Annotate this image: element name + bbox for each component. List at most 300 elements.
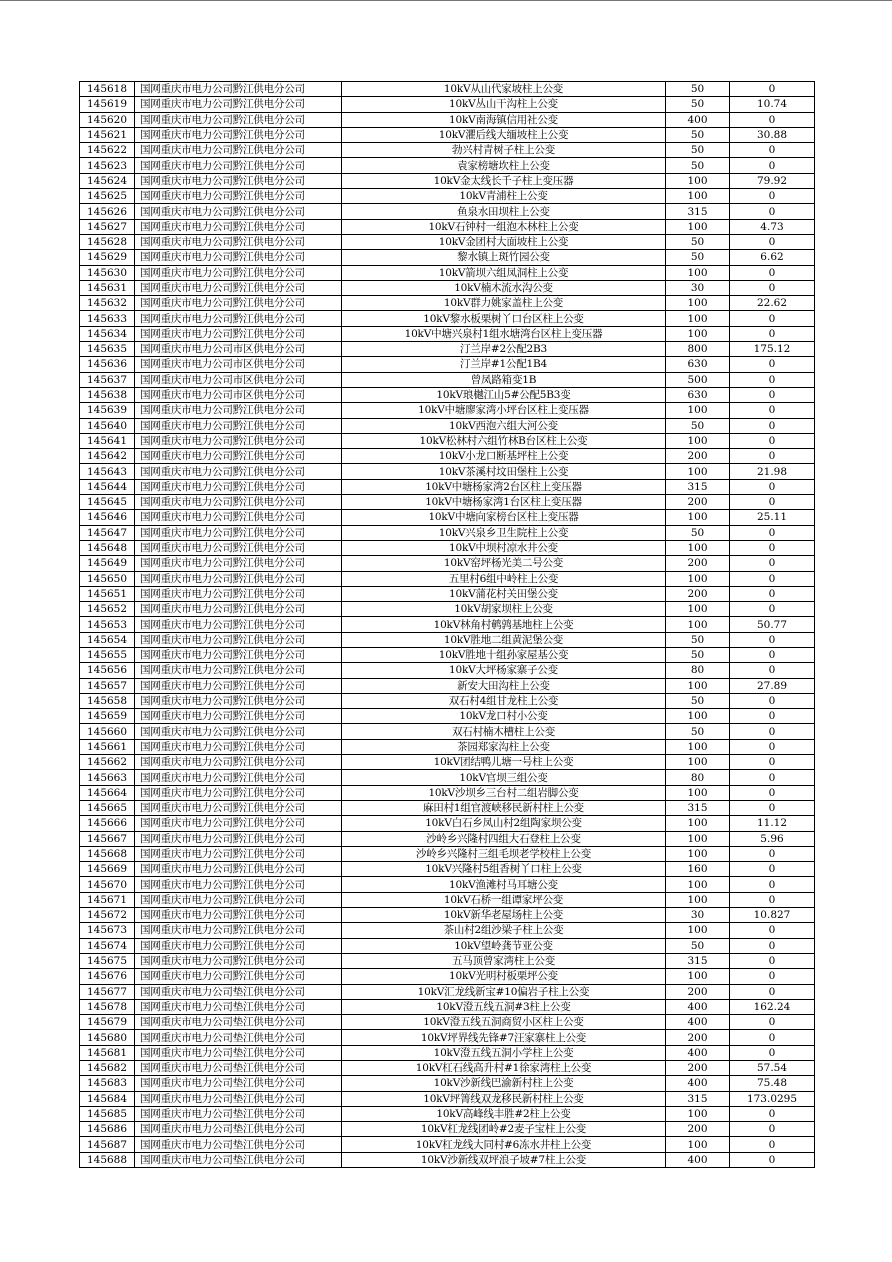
table-row	[80, 923, 815, 938]
company-cell: 国网重庆市电力公司黔江供电分公司	[135, 785, 342, 800]
company-cell: 国网重庆市电力公司黔江供电分公司	[135, 770, 342, 785]
transformer-name-cell: 10kV杠石线高升村#1徐家湾柱上公变	[342, 1061, 666, 1076]
transformer-name-cell: 10kV坪箐线双龙移民新村柱上公变	[342, 1091, 666, 1106]
company-cell: 国网重庆市电力公司市区供电分公司	[135, 387, 342, 402]
company-cell: 国网重庆市电力公司黔江供电分公司	[135, 831, 342, 846]
table-row	[80, 632, 815, 647]
row-id-cell: 145619	[80, 97, 135, 112]
transformer-name-cell: 10kV兴隆村5组香树丫口柱上公变	[342, 862, 666, 877]
table-row	[80, 724, 815, 739]
row-id-cell: 145622	[80, 143, 135, 158]
company-cell: 国网重庆市电力公司黔江供电分公司	[135, 602, 342, 617]
row-id-cell: 145646	[80, 510, 135, 525]
capacity-cell: 200	[666, 1061, 730, 1076]
capacity-cell: 100	[666, 892, 730, 907]
capacity-cell: 50	[666, 647, 730, 662]
transformer-name-cell: 10kV南海镇信用社公变	[342, 112, 666, 127]
transformer-name-cell: 茶园郑家沟柱上公变	[342, 739, 666, 754]
company-cell: 国网重庆市电力公司黔江供电分公司	[135, 97, 342, 112]
transformer-name-cell: 10kV石桥一组谭家坪公变	[342, 892, 666, 907]
transformer-name-cell: 10kV渔滩村马耳塘公变	[342, 877, 666, 892]
transformer-name-cell: 茶山村2组沙梁子柱上公变	[342, 923, 666, 938]
row-id-cell: 145664	[80, 785, 135, 800]
company-cell: 国网重庆市电力公司黔江供电分公司	[135, 739, 342, 754]
row-id-cell: 145637	[80, 372, 135, 387]
table-row	[80, 449, 815, 464]
capacity-cell: 100	[666, 755, 730, 770]
company-cell: 国网重庆市电力公司黔江供电分公司	[135, 311, 342, 326]
table-row	[80, 953, 815, 968]
transformer-name-cell: 10kV杠龙线大同村#6冻水井柱上公变	[342, 1137, 666, 1152]
company-cell: 国网重庆市电力公司垫江供电分公司	[135, 1045, 342, 1060]
value-cell: 0	[730, 663, 815, 678]
capacity-cell: 100	[666, 969, 730, 984]
transformer-name-cell: 10kV高峰线丰胜#2柱上公变	[342, 1106, 666, 1121]
row-id-cell: 145642	[80, 449, 135, 464]
row-id-cell: 145667	[80, 831, 135, 846]
capacity-cell: 100	[666, 403, 730, 418]
company-cell: 国网重庆市电力公司黔江供电分公司	[135, 816, 342, 831]
row-id-cell: 145626	[80, 204, 135, 219]
table-row	[80, 387, 815, 402]
table-row	[80, 984, 815, 999]
table-row	[80, 678, 815, 693]
table-row	[80, 158, 815, 173]
value-cell: 0	[730, 280, 815, 295]
row-id-cell: 145632	[80, 296, 135, 311]
capacity-cell: 50	[666, 693, 730, 708]
company-cell: 国网重庆市电力公司黔江供电分公司	[135, 724, 342, 739]
capacity-cell: 100	[666, 709, 730, 724]
row-id-cell: 145685	[80, 1106, 135, 1121]
row-id-cell: 145653	[80, 617, 135, 632]
row-id-cell: 145633	[80, 311, 135, 326]
table-row	[80, 1091, 815, 1106]
transformer-name-cell: 10kV杠龙线团岭#2麦子宝柱上公变	[342, 1122, 666, 1137]
capacity-cell: 100	[666, 326, 730, 341]
row-id-cell: 145647	[80, 525, 135, 540]
row-id-cell: 145644	[80, 479, 135, 494]
company-cell: 国网重庆市电力公司黔江供电分公司	[135, 403, 342, 418]
row-id-cell: 145649	[80, 556, 135, 571]
table-row	[80, 892, 815, 907]
company-cell: 国网重庆市电力公司垫江供电分公司	[135, 999, 342, 1014]
company-cell: 国网重庆市电力公司黔江供电分公司	[135, 953, 342, 968]
table-row	[80, 82, 815, 97]
capacity-cell: 50	[666, 418, 730, 433]
capacity-cell: 50	[666, 525, 730, 540]
capacity-cell: 500	[666, 372, 730, 387]
transformer-name-cell: 10kV胜地十组孙家屋基公变	[342, 647, 666, 662]
row-id-cell: 145671	[80, 892, 135, 907]
row-id-cell: 145674	[80, 938, 135, 953]
company-cell: 国网重庆市电力公司黔江供电分公司	[135, 586, 342, 601]
company-cell: 国网重庆市电力公司黔江供电分公司	[135, 158, 342, 173]
capacity-cell: 160	[666, 862, 730, 877]
capacity-cell: 400	[666, 1015, 730, 1030]
capacity-cell: 630	[666, 357, 730, 372]
capacity-cell: 100	[666, 846, 730, 861]
company-cell: 国网重庆市电力公司黔江供电分公司	[135, 938, 342, 953]
value-cell: 0	[730, 709, 815, 724]
row-id-cell: 145687	[80, 1137, 135, 1152]
value-cell: 0	[730, 158, 815, 173]
value-cell: 0	[730, 1152, 815, 1167]
row-id-cell: 145672	[80, 908, 135, 923]
value-cell: 0	[730, 877, 815, 892]
transformer-name-cell: 10kV白石乡凤山村2组陶家坝公变	[342, 816, 666, 831]
row-id-cell: 145678	[80, 999, 135, 1014]
value-cell: 0	[730, 953, 815, 968]
table-row	[80, 908, 815, 923]
capacity-cell: 630	[666, 387, 730, 402]
transformer-name-cell: 10kV中塘向家榜台区柱上变压器	[342, 510, 666, 525]
table-row	[80, 372, 815, 387]
row-id-cell: 145662	[80, 755, 135, 770]
value-cell: 30.88	[730, 127, 815, 142]
value-cell: 0	[730, 571, 815, 586]
table-row	[80, 1030, 815, 1045]
table-row	[80, 647, 815, 662]
capacity-cell: 30	[666, 908, 730, 923]
table-row	[80, 342, 815, 357]
company-cell: 国网重庆市电力公司垫江供电分公司	[135, 984, 342, 999]
table-row	[80, 663, 815, 678]
row-id-cell: 145641	[80, 433, 135, 448]
row-id-cell: 145686	[80, 1122, 135, 1137]
row-id-cell: 145618	[80, 82, 135, 97]
company-cell: 国网重庆市电力公司黔江供电分公司	[135, 433, 342, 448]
row-id-cell: 145621	[80, 127, 135, 142]
row-id-cell: 145645	[80, 495, 135, 510]
company-cell: 国网重庆市电力公司黔江供电分公司	[135, 296, 342, 311]
row-id-cell: 145670	[80, 877, 135, 892]
row-id-cell: 145669	[80, 862, 135, 877]
transformer-name-cell: 10kV丛山干沟柱上公变	[342, 97, 666, 112]
capacity-cell: 100	[666, 571, 730, 586]
company-cell: 国网重庆市电力公司黔江供电分公司	[135, 969, 342, 984]
capacity-cell: 100	[666, 464, 730, 479]
table-row	[80, 800, 815, 815]
transformer-name-cell: 10kV兴泉乡卫生院柱上公变	[342, 525, 666, 540]
capacity-cell: 100	[666, 1106, 730, 1121]
table-row	[80, 693, 815, 708]
transformer-name-cell: 10kV澄五线五洞小学柱上公变	[342, 1045, 666, 1060]
value-cell: 75.48	[730, 1076, 815, 1091]
company-cell: 国网重庆市电力公司黔江供电分公司	[135, 173, 342, 188]
company-cell: 国网重庆市电力公司黔江供电分公司	[135, 189, 342, 204]
row-id-cell: 145625	[80, 189, 135, 204]
capacity-cell: 100	[666, 1137, 730, 1152]
value-cell: 22.62	[730, 296, 815, 311]
table-row	[80, 938, 815, 953]
company-cell: 国网重庆市电力公司黔江供电分公司	[135, 663, 342, 678]
capacity-cell: 100	[666, 265, 730, 280]
value-cell: 21.98	[730, 464, 815, 479]
transformer-name-cell: 五马顶曾家湾柱上公变	[342, 953, 666, 968]
value-cell: 0	[730, 449, 815, 464]
row-id-cell: 145657	[80, 678, 135, 693]
table-row	[80, 969, 815, 984]
table-row	[80, 1137, 815, 1152]
company-cell: 国网重庆市电力公司黔江供电分公司	[135, 510, 342, 525]
value-cell: 0	[730, 479, 815, 494]
table-row	[80, 127, 815, 142]
transformer-name-cell: 麻田村1组官渡峡移民新村柱上公变	[342, 800, 666, 815]
transformer-name-cell: 黎水镇上斑竹园公变	[342, 250, 666, 265]
transformer-name-cell: 双石村4组甘龙柱上公变	[342, 693, 666, 708]
value-cell: 0	[730, 525, 815, 540]
table-row	[80, 189, 815, 204]
company-cell: 国网重庆市电力公司黔江供电分公司	[135, 464, 342, 479]
transformer-name-cell: 10kV琅樾江山5#公配5B3变	[342, 387, 666, 402]
transformer-name-cell: 勃兴村青树子柱上公变	[342, 143, 666, 158]
capacity-cell: 50	[666, 938, 730, 953]
value-cell: 27.89	[730, 678, 815, 693]
transformer-name-cell: 10kV中塘杨家湾1台区柱上变压器	[342, 495, 666, 510]
row-id-cell: 145628	[80, 234, 135, 249]
table-row	[80, 1045, 815, 1060]
transformer-name-cell: 10kV沙新线双坪浪子坡#7柱上公变	[342, 1152, 666, 1167]
table-row	[80, 173, 815, 188]
company-cell: 国网重庆市电力公司黔江供电分公司	[135, 525, 342, 540]
value-cell: 0	[730, 556, 815, 571]
value-cell: 5.96	[730, 831, 815, 846]
value-cell: 0	[730, 1015, 815, 1030]
capacity-cell: 200	[666, 1030, 730, 1045]
value-cell: 173.0295	[730, 1091, 815, 1106]
capacity-cell: 400	[666, 112, 730, 127]
row-id-cell: 145659	[80, 709, 135, 724]
transformer-table	[79, 81, 815, 1168]
value-cell: 0	[730, 724, 815, 739]
company-cell: 国网重庆市电力公司垫江供电分公司	[135, 1076, 342, 1091]
transformer-name-cell: 10kV坪界线先锋#7汪家寨柱上公变	[342, 1030, 666, 1045]
capacity-cell: 100	[666, 540, 730, 555]
value-cell: 4.73	[730, 219, 815, 234]
table-row	[80, 403, 815, 418]
table-row	[80, 816, 815, 831]
capacity-cell: 100	[666, 785, 730, 800]
row-id-cell: 145635	[80, 342, 135, 357]
company-cell: 国网重庆市电力公司黔江供电分公司	[135, 112, 342, 127]
company-cell: 国网重庆市电力公司垫江供电分公司	[135, 1061, 342, 1076]
transformer-name-cell: 鱼泉水田坝柱上公变	[342, 204, 666, 219]
table-row	[80, 418, 815, 433]
table-row	[80, 770, 815, 785]
transformer-name-cell: 双石村楠木槽柱上公变	[342, 724, 666, 739]
transformer-name-cell: 10kV团结鸭儿塘一号柱上公变	[342, 755, 666, 770]
company-cell: 国网重庆市电力公司黔江供电分公司	[135, 326, 342, 341]
row-id-cell: 145676	[80, 969, 135, 984]
capacity-cell: 100	[666, 311, 730, 326]
capacity-cell: 100	[666, 816, 730, 831]
table-row	[80, 433, 815, 448]
value-cell: 0	[730, 326, 815, 341]
transformer-name-cell: 10kV澄五线五洞#3柱上公变	[342, 999, 666, 1014]
table-row	[80, 204, 815, 219]
capacity-cell: 100	[666, 510, 730, 525]
value-cell: 0	[730, 418, 815, 433]
company-cell: 国网重庆市电力公司黔江供电分公司	[135, 280, 342, 295]
transformer-name-cell: 10kV中塘廖家湾小坪台区柱上变压器	[342, 403, 666, 418]
company-cell: 国网重庆市电力公司黔江供电分公司	[135, 449, 342, 464]
value-cell: 6.62	[730, 250, 815, 265]
table-row	[80, 510, 815, 525]
row-id-cell: 145655	[80, 647, 135, 662]
company-cell: 国网重庆市电力公司黔江供电分公司	[135, 693, 342, 708]
table-row	[80, 739, 815, 754]
table-row	[80, 265, 815, 280]
table-row	[80, 234, 815, 249]
capacity-cell: 80	[666, 770, 730, 785]
table-body	[80, 82, 815, 1168]
company-cell: 国网重庆市电力公司垫江供电分公司	[135, 1030, 342, 1045]
company-cell: 国网重庆市电力公司垫江供电分公司	[135, 1091, 342, 1106]
company-cell: 国网重庆市电力公司黔江供电分公司	[135, 800, 342, 815]
row-id-cell: 145684	[80, 1091, 135, 1106]
row-id-cell: 145639	[80, 403, 135, 418]
capacity-cell: 400	[666, 999, 730, 1014]
capacity-cell: 100	[666, 189, 730, 204]
row-id-cell: 145681	[80, 1045, 135, 1060]
capacity-cell: 50	[666, 143, 730, 158]
table-row	[80, 755, 815, 770]
transformer-name-cell: 10kV中塘杨家湾2台区柱上变压器	[342, 479, 666, 494]
table-row	[80, 1015, 815, 1030]
value-cell: 0	[730, 923, 815, 938]
transformer-name-cell: 10kV灈后线大缅坡柱上公变	[342, 127, 666, 142]
value-cell: 0	[730, 693, 815, 708]
company-cell: 国网重庆市电力公司黔江供电分公司	[135, 647, 342, 662]
value-cell: 0	[730, 311, 815, 326]
row-id-cell: 145661	[80, 739, 135, 754]
row-id-cell: 145668	[80, 846, 135, 861]
transformer-name-cell: 10kV箭坝六组凤洞柱上公变	[342, 265, 666, 280]
value-cell: 0	[730, 785, 815, 800]
row-id-cell: 145679	[80, 1015, 135, 1030]
value-cell: 162.24	[730, 999, 815, 1014]
company-cell: 国网重庆市电力公司黔江供电分公司	[135, 877, 342, 892]
company-cell: 国网重庆市电力公司黔江供电分公司	[135, 571, 342, 586]
transformer-name-cell: 10kV松林村六组竹林B台区柱上公变	[342, 433, 666, 448]
capacity-cell: 100	[666, 602, 730, 617]
capacity-cell: 200	[666, 586, 730, 601]
capacity-cell: 100	[666, 678, 730, 693]
value-cell: 175.12	[730, 342, 815, 357]
row-id-cell: 145666	[80, 816, 135, 831]
transformer-name-cell: 10kV澄五线五洞商贸小区柱上公变	[342, 1015, 666, 1030]
value-cell: 0	[730, 632, 815, 647]
row-id-cell: 145640	[80, 418, 135, 433]
table-row	[80, 571, 815, 586]
company-cell: 国网重庆市电力公司黔江供电分公司	[135, 556, 342, 571]
value-cell: 0	[730, 1045, 815, 1060]
company-cell: 国网重庆市电力公司黔江供电分公司	[135, 127, 342, 142]
transformer-name-cell: 汀兰岸#1公配1B4	[342, 357, 666, 372]
value-cell: 0	[730, 357, 815, 372]
table-row	[80, 326, 815, 341]
value-cell: 25.11	[730, 510, 815, 525]
row-id-cell: 145624	[80, 173, 135, 188]
company-cell: 国网重庆市电力公司黔江供电分公司	[135, 908, 342, 923]
company-cell: 国网重庆市电力公司垫江供电分公司	[135, 1106, 342, 1121]
value-cell: 10.74	[730, 97, 815, 112]
capacity-cell: 315	[666, 479, 730, 494]
table-row	[80, 709, 815, 724]
table-row	[80, 862, 815, 877]
capacity-cell: 100	[666, 219, 730, 234]
capacity-cell: 100	[666, 433, 730, 448]
table-row	[80, 112, 815, 127]
company-cell: 国网重庆市电力公司市区供电分公司	[135, 342, 342, 357]
row-id-cell: 145643	[80, 464, 135, 479]
company-cell: 国网重庆市电力公司黔江供电分公司	[135, 709, 342, 724]
value-cell: 0	[730, 234, 815, 249]
capacity-cell: 100	[666, 617, 730, 632]
capacity-cell: 30	[666, 280, 730, 295]
transformer-name-cell: 10kV中塘兴泉村1组水塘湾台区柱上变压器	[342, 326, 666, 341]
company-cell: 国网重庆市电力公司黔江供电分公司	[135, 219, 342, 234]
row-id-cell: 145665	[80, 800, 135, 815]
company-cell: 国网重庆市电力公司垫江供电分公司	[135, 1137, 342, 1152]
transformer-name-cell: 10kV沙新线巴渝新村柱上公变	[342, 1076, 666, 1091]
row-id-cell: 145682	[80, 1061, 135, 1076]
value-cell: 0	[730, 800, 815, 815]
table-row	[80, 831, 815, 846]
transformer-name-cell: 10kV光明村板栗坪公变	[342, 969, 666, 984]
capacity-cell: 100	[666, 296, 730, 311]
capacity-cell: 50	[666, 127, 730, 142]
table-row	[80, 602, 815, 617]
row-id-cell: 145660	[80, 724, 135, 739]
company-cell: 国网重庆市电力公司黔江供电分公司	[135, 923, 342, 938]
value-cell: 0	[730, 770, 815, 785]
row-id-cell: 145638	[80, 387, 135, 402]
capacity-cell: 400	[666, 1045, 730, 1060]
value-cell: 0	[730, 403, 815, 418]
transformer-name-cell: 10kV大坪杨家寨子公变	[342, 663, 666, 678]
company-cell: 国网重庆市电力公司黔江供电分公司	[135, 540, 342, 555]
capacity-cell: 50	[666, 97, 730, 112]
table-row	[80, 280, 815, 295]
table-row	[80, 479, 815, 494]
table-row	[80, 296, 815, 311]
row-id-cell: 145623	[80, 158, 135, 173]
company-cell: 国网重庆市电力公司市区供电分公司	[135, 357, 342, 372]
value-cell: 0	[730, 143, 815, 158]
row-id-cell: 145677	[80, 984, 135, 999]
table-row	[80, 1061, 815, 1076]
transformer-name-cell: 新安大田沟柱上公变	[342, 678, 666, 693]
transformer-name-cell: 10kV林角村鹌鹑基地柱上公变	[342, 617, 666, 632]
company-cell: 国网重庆市电力公司黔江供电分公司	[135, 82, 342, 97]
company-cell: 国网重庆市电力公司黔江供电分公司	[135, 143, 342, 158]
transformer-name-cell: 10kV汇龙线新宝#10偏岩子柱上公变	[342, 984, 666, 999]
company-cell: 国网重庆市电力公司黔江供电分公司	[135, 479, 342, 494]
capacity-cell: 50	[666, 724, 730, 739]
row-id-cell: 145630	[80, 265, 135, 280]
row-id-cell: 145683	[80, 1076, 135, 1091]
table-row	[80, 556, 815, 571]
company-cell: 国网重庆市电力公司黔江供电分公司	[135, 678, 342, 693]
company-cell: 国网重庆市电力公司垫江供电分公司	[135, 1122, 342, 1137]
company-cell: 国网重庆市电力公司垫江供电分公司	[135, 1152, 342, 1167]
capacity-cell: 200	[666, 556, 730, 571]
capacity-cell: 315	[666, 204, 730, 219]
capacity-cell: 200	[666, 1122, 730, 1137]
row-id-cell: 145654	[80, 632, 135, 647]
